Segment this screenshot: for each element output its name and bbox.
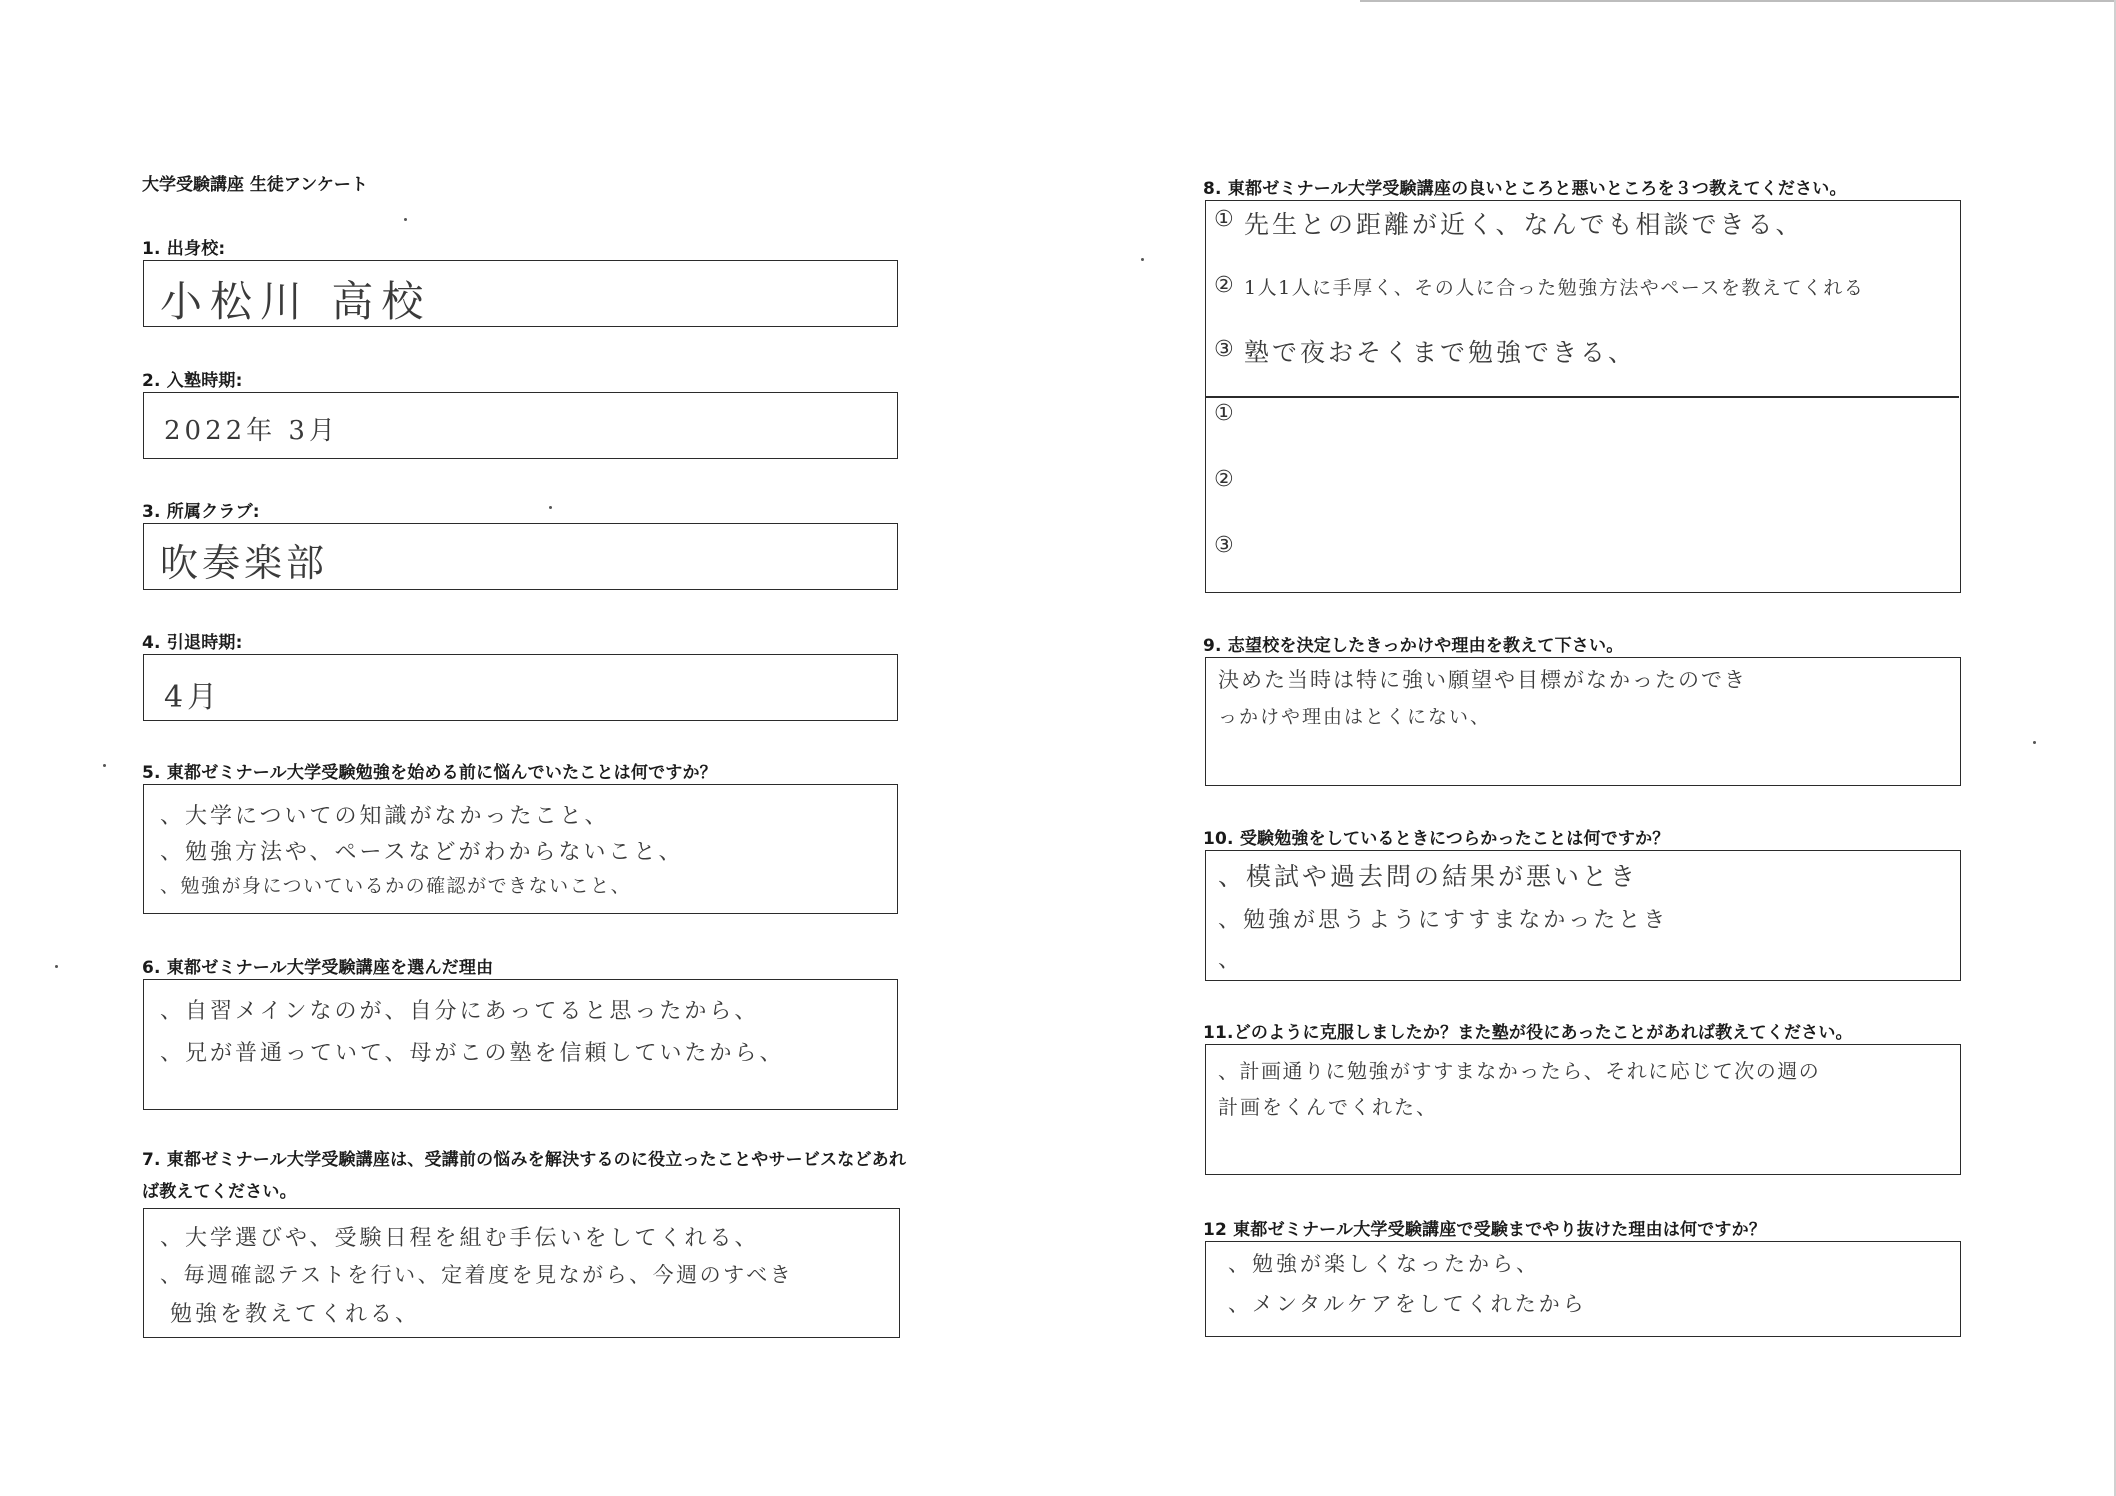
q8-bad-mark: ② <box>1214 467 1234 492</box>
scan-speck <box>2033 741 2036 744</box>
q5-label: 5. 東都ゼミナール大学受験勉強を始める前に悩んでいたことは何ですか？ <box>142 763 717 783</box>
q8-good-mark: ③ <box>1214 337 1234 362</box>
q4-answer-box <box>143 654 898 721</box>
q9-answer-line: 決めた当時は特に強い願望や目標がなかったのでき <box>1218 668 1747 692</box>
q1-label: 1. 出身校: <box>142 239 226 259</box>
q7-answer-box <box>143 1208 900 1338</box>
q6-label: 6. 東都ゼミナール大学受験講座を選んだ理由 <box>142 958 494 978</box>
q1-answer-text: 小松川 高校 <box>160 277 432 326</box>
q12-answer-line: 、勉強が楽しくなったから、 <box>1228 1252 1540 1276</box>
q11-answer-line: 、計画通りに勉強がすすまなかったら、それに応じて次の週の <box>1218 1059 1821 1083</box>
q9-answer-box <box>1205 657 1961 786</box>
scan-speck <box>103 764 106 767</box>
q4-answer-text: 4月 <box>164 680 222 715</box>
q8-good-text: 1人1人に手厚く、その人に合った勉強方法やペースを教えてくれる <box>1244 277 1865 299</box>
q10-answer-line: 、勉強が思うようにすすまなかったとき <box>1218 908 1669 933</box>
q8-label: 8. 東都ゼミナール大学受験講座の良いところと悪いところを３つ教えてください。 <box>1203 179 1847 199</box>
scan-page-edge-top <box>1360 0 2116 2</box>
q1-answer-box <box>143 260 898 327</box>
q10-answer-line: 、 <box>1218 948 1244 973</box>
q8-bad-mark: ① <box>1214 401 1234 426</box>
q12-answer-box <box>1205 1241 1961 1337</box>
q8-good-text: 塾で夜おそくまで勉強できる、 <box>1244 338 1637 367</box>
q4-label: 4. 引退時期: <box>142 633 243 653</box>
q3-answer-box <box>143 523 898 590</box>
q2-answer-text: 2022年 3月 <box>164 416 339 446</box>
q10-answer-box <box>1205 850 1961 981</box>
q8-good-text: 先生との距離が近く、なんでも相談できる、 <box>1244 210 1804 239</box>
q9-label: 9. 志望校を決定したきっかけや理由を教えて下さい。 <box>1203 636 1624 656</box>
q11-answer-line: 計画をくんでくれた、 <box>1218 1095 1438 1119</box>
q7-label: 7. 東都ゼミナール大学受験講座は、受講前の悩みを解決するのに役立ったことやサービスなどあれば教えてください。 <box>142 1150 907 1202</box>
scan-speck <box>55 965 58 968</box>
q8-answer-box <box>1205 200 1961 593</box>
scan-speck <box>404 218 407 221</box>
q5-answer-line: 、大学についての知識がなかったこと、 <box>160 804 610 829</box>
survey-title: 大学受験講座 生徒アンケート <box>142 175 368 195</box>
q11-label: 11.どのように克服しましたか？また塾が役にあったことがあれば教えてください。 <box>1203 1023 1853 1043</box>
q8-bad-mark: ③ <box>1214 533 1234 558</box>
q11-answer-box <box>1205 1044 1961 1175</box>
q12-answer-line: 、メンタルケアをしてくれたから <box>1228 1292 1587 1316</box>
q6-answer-line: 、自習メインなのが、自分にあってると思ったから、 <box>160 999 760 1024</box>
q8-divider <box>1206 396 1959 398</box>
q3-label: 3. 所属クラブ: <box>142 502 260 522</box>
q5-answer-line: 、勉強が身についているかの確認ができないこと、 <box>160 875 632 897</box>
q3-answer-text: 吹奏楽部 <box>160 541 329 585</box>
q6-answer-line: 、兄が普通っていて、母がこの塾を信頼していたから、 <box>160 1041 785 1066</box>
q8-good-mark: ② <box>1214 273 1234 298</box>
q12-label: 12 東都ゼミナール大学受験講座で受験までやり抜けた理由は何ですか？ <box>1203 1220 1767 1240</box>
q2-answer-box <box>143 392 898 459</box>
q7-answer-line: 勉強を教えてくれる、 <box>170 1302 421 1327</box>
q2-label: 2. 入塾時期: <box>142 371 243 391</box>
scan-speck <box>1141 258 1144 261</box>
q10-label: 10. 受験勉強をしているときにつらかったことは何ですか？ <box>1203 829 1670 849</box>
scan-speck <box>549 506 552 509</box>
q6-answer-box <box>143 979 898 1110</box>
q7-answer-line: 、大学選びや、受験日程を組む手伝いをしてくれる、 <box>160 1226 760 1251</box>
q5-answer-line: 、勉強方法や、ペースなどがわからないこと、 <box>160 840 684 865</box>
q8-good-mark: ① <box>1214 207 1234 232</box>
q7-answer-line: 、毎週確認テストを行い、定着度を見ながら、今週のすべき <box>160 1263 794 1287</box>
q5-answer-box <box>143 784 898 914</box>
q9-answer-line: っかけや理由はとくにない、 <box>1218 706 1492 728</box>
q10-answer-line: 、模試や過去問の結果が悪いとき <box>1218 862 1639 891</box>
